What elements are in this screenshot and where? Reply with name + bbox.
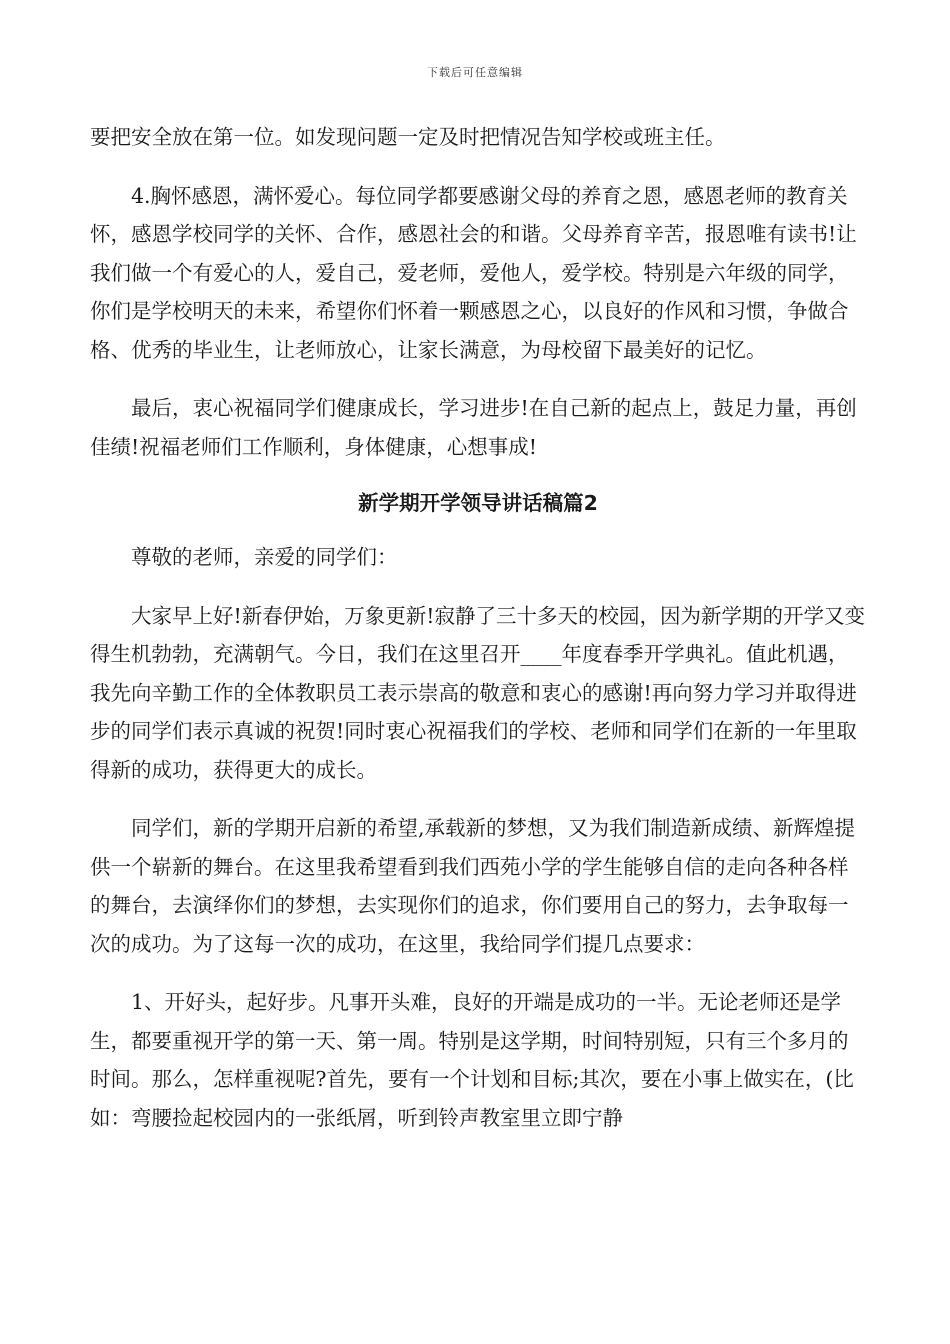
paragraph-1: 要把安全放在第一位。如发现问题一定及时把情况告知学校或班主任。 xyxy=(90,125,726,149)
document-body xyxy=(90,118,866,1157)
paragraph-6: 同学们，新的学期开启新的希望,承载新的梦想，又为我们制造新成绩、新辉煌提供一个崭新的舞台。在这里我希望看到我们西苑小学的学生能够自信的走向各种各样的舞台，去演绎你们的梦想，去实现你们的追求，你们要用自己的努力，去争取每一次的成功。为了这每一次的成功，在这里，我给同学们提几点要求： xyxy=(90,816,856,956)
paragraph-2: 4.胸怀感恩，满怀爱心。每位同学都要感谢父母的养育之恩，感恩老师的教育关怀，感恩学校同学的关怀、合作，感恩社会的和谐。父母养育辛苦，报恩唯有读书!让我们做一个有爱心的人，爱自己，爱老师，爱他人，爱学校。特别是六年级的同学，你们是学校明天的未来，希望你们怀着一颗感恩之心，以良好的作风和习惯，争做合格、优秀的毕业生，让老师放心，让家长满意，为母校留下最美好的记忆。 xyxy=(90,183,857,362)
section-title: 新学期开学领导讲话稿篇2 xyxy=(358,491,598,515)
paragraph-3: 最后，衷心祝福同学们健康成长，学习进步!在自己新的起点上，鼓足力量，再创佳绩!祝福老师们工作顺利，身体健康，心想事成! xyxy=(90,396,857,459)
header-note: 下载后可任意编辑 xyxy=(427,66,523,79)
paragraph-4: 尊敬的老师，亲爱的同学们： xyxy=(131,545,398,569)
paragraph-7: 1、开好头，起好步。凡事开头难，良好的开端是成功的一半。无论老师还是学生，都要重视开学的第一天、第一周。特别是这学期，时间特别短，只有三个多月的时间。那么，怎样重视呢?首先，要有一个计划和目标;其次，要在小事上做实在，(比如：弯腰捡起校园内的一张纸屑，听到铃声教室里立即宁静 xyxy=(90,990,854,1130)
paragraph-5: 大家早上好!新春伊始，万象更新!寂静了三十多天的校园，因为新学期的开学又变得生机勃勃，充满朝气。今日，我们在这里召开____年度春季开学典礼。值此机遇，我先向辛勤工作的全体教职员工表示崇高的敬意和衷心的感谢!再向努力学习并取得进步的同学们表示真诚的祝贺!同时衷心祝福我们的学校、老师和同学们在新的一年里取得新的成功，获得更大的成长。 xyxy=(90,603,865,782)
